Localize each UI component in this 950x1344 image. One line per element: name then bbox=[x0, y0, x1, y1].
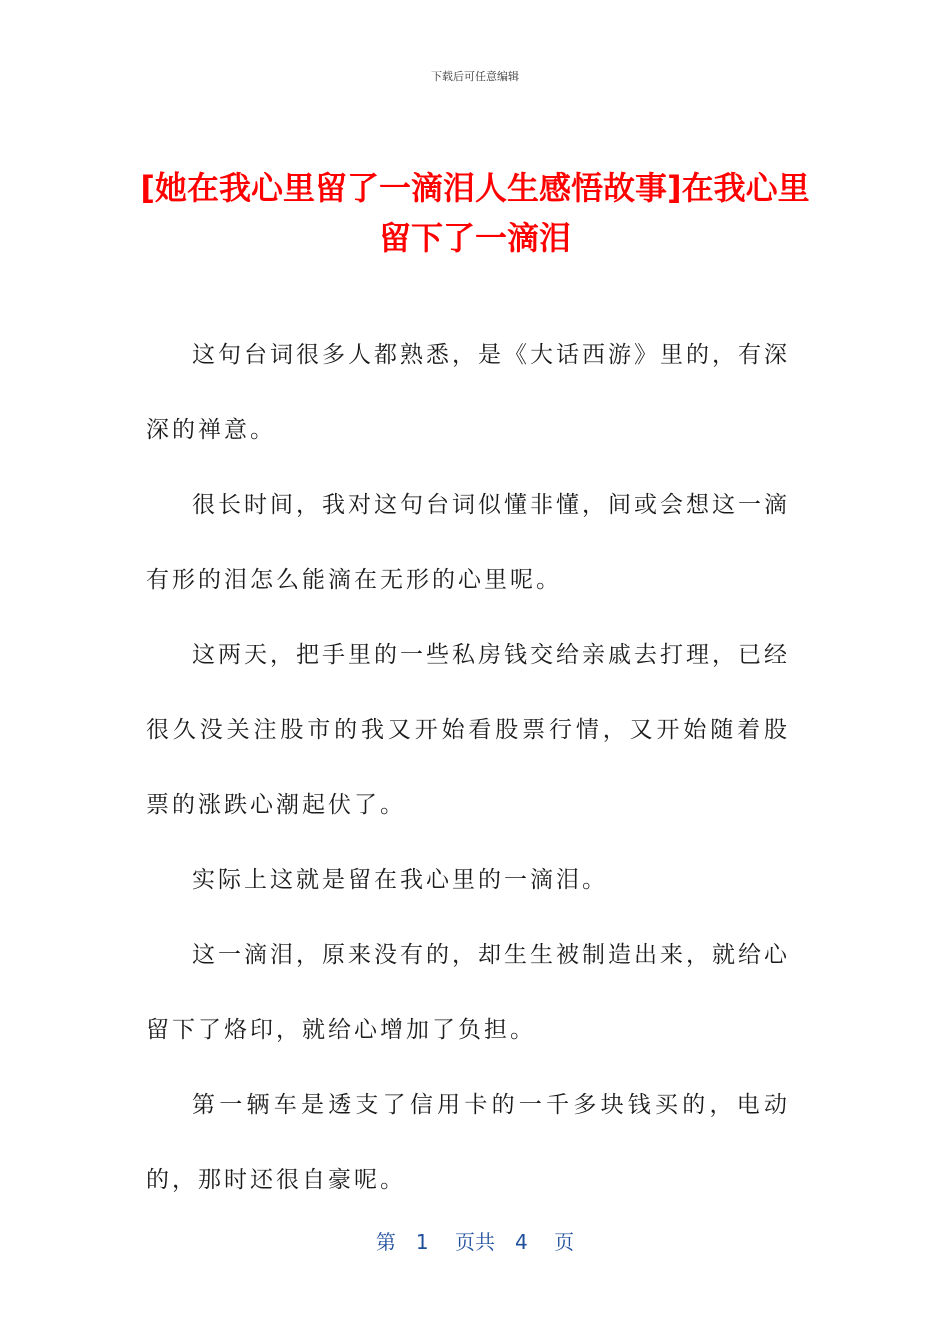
paragraph: 这两天，把手里的一些私房钱交给亲戚去打理，已经很久没关注股市的我又开始看股票行情，又开始随着股票的涨跌心潮起伏了。 bbox=[146, 642, 790, 818]
document-body bbox=[146, 318, 790, 1218]
paragraph: 第一辆车是透支了信用卡的一千多块钱买的，电动的，那时还很自豪呢。 bbox=[146, 1092, 790, 1193]
paragraph: 这一滴泪，原来没有的，却生生被制造出来，就给心留下了烙印，就给心增加了负担。 bbox=[146, 942, 790, 1043]
page-header-note: 下载后可任意编辑 bbox=[431, 70, 519, 83]
document-title: [她在我心里留了一滴泪人生感悟故事]在我心里留下了一滴泪 bbox=[140, 169, 810, 258]
paragraph: 实际上这就是留在我心里的一滴泪。 bbox=[192, 867, 608, 893]
paragraph: 很长时间，我对这句台词似懂非懂，间或会想这一滴有形的泪怎么能滴在无形的心里呢。 bbox=[146, 492, 790, 593]
page-number-footer: 第 1 页共 4 页 bbox=[375, 1230, 575, 1254]
paragraph: 这句台词很多人都熟悉，是《大话西游》里的，有深深的禅意。 bbox=[146, 342, 790, 443]
